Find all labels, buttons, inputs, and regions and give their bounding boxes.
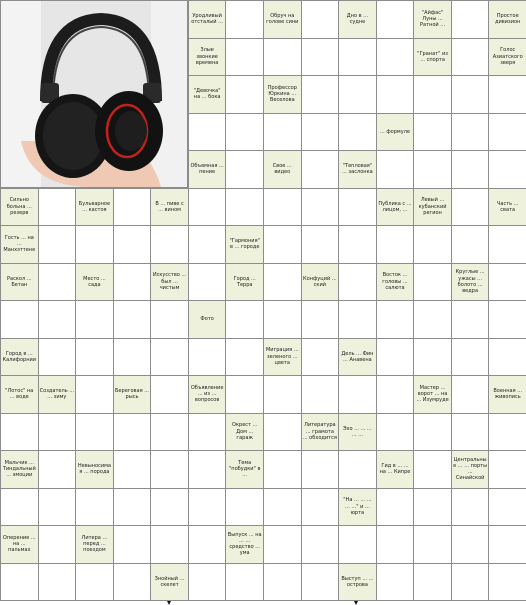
- answer-cell[interactable]: [301, 150, 340, 189]
- answer-cell[interactable]: [488, 450, 526, 489]
- clue-cell: "Гармония" в ... городе: [225, 225, 264, 264]
- answer-cell[interactable]: [488, 225, 526, 264]
- answer-cell[interactable]: [150, 450, 189, 489]
- answer-cell[interactable]: [263, 525, 302, 564]
- answer-cell[interactable]: [488, 563, 526, 602]
- headphones-illustration: [1, 1, 187, 187]
- answer-cell[interactable]: [38, 450, 77, 489]
- answer-cell[interactable]: [188, 225, 227, 264]
- clue-cell: Выступ ... ... острова: [338, 563, 377, 602]
- answer-cell[interactable]: [188, 525, 227, 564]
- answer-cell[interactable]: [488, 75, 526, 114]
- answer-cell[interactable]: [301, 38, 340, 77]
- clue-cell: Объемная ... пение: [188, 150, 227, 189]
- answer-cell[interactable]: [188, 450, 227, 489]
- answer-cell[interactable]: [488, 338, 526, 377]
- clue-cell: Профессор Юркина ... Веселова: [263, 75, 302, 114]
- answer-cell[interactable]: [451, 488, 490, 527]
- answer-cell[interactable]: [488, 525, 526, 564]
- clue-cell: "Айфас" Луны ... Ратной ...: [413, 0, 452, 39]
- answer-cell[interactable]: [263, 563, 302, 602]
- answer-cell[interactable]: [113, 488, 152, 527]
- answer-cell[interactable]: [38, 188, 77, 227]
- clue-cell: Литера ... перед ... поездом: [75, 525, 114, 564]
- answer-cell[interactable]: [75, 375, 114, 414]
- answer-cell[interactable]: [0, 563, 39, 602]
- answer-cell[interactable]: [263, 413, 302, 452]
- answer-cell[interactable]: [301, 338, 340, 377]
- clue-cell: Место ... сада: [75, 263, 114, 302]
- answer-cell[interactable]: [150, 525, 189, 564]
- answer-cell[interactable]: [413, 225, 452, 264]
- answer-cell[interactable]: [75, 338, 114, 377]
- answer-cell[interactable]: [113, 338, 152, 377]
- clue-cell: Город ... Терра: [225, 263, 264, 302]
- answer-cell[interactable]: [413, 263, 452, 302]
- answer-cell[interactable]: [451, 300, 490, 339]
- answer-cell[interactable]: [301, 525, 340, 564]
- answer-cell[interactable]: [0, 300, 39, 339]
- answer-cell[interactable]: [376, 338, 415, 377]
- arrow-down-icon: [354, 601, 358, 605]
- answer-cell[interactable]: [338, 263, 377, 302]
- answer-cell[interactable]: [113, 525, 152, 564]
- clue-cell: Круглые ... ужасы ... болото ... ведра: [451, 263, 490, 302]
- answer-cell[interactable]: [188, 413, 227, 452]
- clue-cell: Выпуск ... на ... ... средство ... ума: [225, 525, 264, 564]
- answer-cell[interactable]: [413, 150, 452, 189]
- answer-cell[interactable]: [451, 225, 490, 264]
- clue-cell: Центральные ... ... порты ... Синайской: [451, 450, 490, 489]
- clue-cell: Бульварное ... кастоя: [75, 188, 114, 227]
- answer-cell[interactable]: [451, 0, 490, 39]
- clue-cell: "Гранат" из ... спорта: [413, 38, 452, 77]
- clue-cell: Злые звонкие времена: [188, 38, 227, 77]
- answer-cell[interactable]: [225, 338, 264, 377]
- answer-cell[interactable]: [338, 75, 377, 114]
- clue-cell: Гид в ... ... на ... Кипре: [376, 450, 415, 489]
- clue-cell: Публика с ... лицом, ...: [376, 188, 415, 227]
- answer-cell[interactable]: [301, 563, 340, 602]
- answer-cell[interactable]: [150, 300, 189, 339]
- clue-cell: Голос Азиатского зверя: [488, 38, 526, 77]
- clue-cell: Литература ... грамота ... обходится: [301, 413, 340, 452]
- clue-cell: Дно в ... судне: [338, 0, 377, 39]
- answer-cell[interactable]: [451, 375, 490, 414]
- answer-cell[interactable]: [113, 563, 152, 602]
- answer-cell[interactable]: [338, 225, 377, 264]
- answer-cell[interactable]: [263, 375, 302, 414]
- clue-cell: Знойный ... скелет: [150, 563, 189, 602]
- answer-cell[interactable]: [113, 263, 152, 302]
- answer-cell[interactable]: [113, 188, 152, 227]
- clue-cell: В ... пиве с ... вином: [150, 188, 189, 227]
- answer-cell[interactable]: [188, 338, 227, 377]
- answer-cell[interactable]: [488, 150, 526, 189]
- answer-cell[interactable]: [263, 300, 302, 339]
- clue-cell: Конфуций ... ский: [301, 263, 340, 302]
- answer-cell[interactable]: [301, 225, 340, 264]
- answer-cell[interactable]: [263, 38, 302, 77]
- answer-cell[interactable]: [301, 188, 340, 227]
- answer-cell[interactable]: [150, 488, 189, 527]
- answer-cell[interactable]: [488, 113, 526, 152]
- clue-cell: Раскол ... Бетан: [0, 263, 39, 302]
- clue-cell: Простое дивизион: [488, 0, 526, 39]
- answer-cell[interactable]: [451, 113, 490, 152]
- answer-cell[interactable]: [413, 413, 452, 452]
- answer-cell[interactable]: [225, 188, 264, 227]
- clue-cell: "На ... ... ... ... ..." и ... юрта: [338, 488, 377, 527]
- clue-cell: Обруч на голове сини: [263, 0, 302, 39]
- answer-cell[interactable]: [188, 263, 227, 302]
- clue-cell: Город в ... Калифорнии: [0, 338, 39, 377]
- arrow-down-icon: [167, 601, 171, 605]
- clue-cell: Миграция ... зеленого ... цвета: [263, 338, 302, 377]
- clue-cell: Мастер ... ворот ... на ... Изумруде: [413, 375, 452, 414]
- answer-cell[interactable]: [225, 38, 264, 77]
- answer-cell[interactable]: [225, 563, 264, 602]
- clue-cell: ... формуле: [376, 113, 415, 152]
- answer-cell[interactable]: [301, 75, 340, 114]
- clue-cell: Дель ... Фин ... Анавена: [338, 338, 377, 377]
- answer-cell[interactable]: [225, 113, 264, 152]
- answer-cell[interactable]: [451, 525, 490, 564]
- clue-cell: Тема "побудки" в ...: [225, 450, 264, 489]
- answer-cell[interactable]: [38, 263, 77, 302]
- answer-cell[interactable]: [75, 488, 114, 527]
- answer-cell[interactable]: [338, 188, 377, 227]
- answer-cell[interactable]: [113, 450, 152, 489]
- answer-cell[interactable]: [376, 563, 415, 602]
- answer-cell[interactable]: [451, 150, 490, 189]
- answer-cell[interactable]: [451, 38, 490, 77]
- answer-cell[interactable]: [263, 113, 302, 152]
- answer-cell[interactable]: [301, 113, 340, 152]
- answer-cell[interactable]: [376, 225, 415, 264]
- clue-cell: Часть ... свата: [488, 188, 526, 227]
- answer-cell[interactable]: [376, 488, 415, 527]
- answer-cell[interactable]: [150, 338, 189, 377]
- answer-cell[interactable]: [338, 300, 377, 339]
- answer-cell[interactable]: [413, 450, 452, 489]
- answer-cell[interactable]: [488, 413, 526, 452]
- answer-cell[interactable]: [263, 225, 302, 264]
- answer-cell[interactable]: [38, 300, 77, 339]
- clue-cell: "Тепловая" ... заслонка: [338, 150, 377, 189]
- answer-cell[interactable]: [301, 488, 340, 527]
- answer-cell[interactable]: [225, 75, 264, 114]
- answer-cell[interactable]: [38, 488, 77, 527]
- answer-cell[interactable]: [263, 450, 302, 489]
- answer-cell[interactable]: [38, 338, 77, 377]
- answer-cell[interactable]: [150, 413, 189, 452]
- answer-cell[interactable]: [113, 225, 152, 264]
- answer-cell[interactable]: [488, 263, 526, 302]
- clue-cell: Оперение ... на ... пальмах: [0, 525, 39, 564]
- answer-cell[interactable]: [376, 75, 415, 114]
- answer-cell[interactable]: [338, 525, 377, 564]
- answer-cell[interactable]: [113, 413, 152, 452]
- answer-cell[interactable]: [488, 300, 526, 339]
- answer-cell[interactable]: [188, 188, 227, 227]
- answer-cell[interactable]: [376, 0, 415, 39]
- clue-cell: "Лотос" на ... воде: [0, 375, 39, 414]
- answer-cell[interactable]: [413, 113, 452, 152]
- clue-cell: Левый ... кубанский регион: [413, 188, 452, 227]
- answer-cell[interactable]: [0, 413, 39, 452]
- clue-cell: Фото: [188, 300, 227, 339]
- answer-cell[interactable]: [150, 375, 189, 414]
- answer-cell[interactable]: [376, 38, 415, 77]
- answer-cell[interactable]: [413, 488, 452, 527]
- answer-cell[interactable]: [376, 150, 415, 189]
- answer-cell[interactable]: [301, 375, 340, 414]
- clue-cell: Объявление ... из ... вопросов: [188, 375, 227, 414]
- clue-cell: Гость ... на ... Манхэттене: [0, 225, 39, 264]
- answer-cell[interactable]: [0, 488, 39, 527]
- answer-cell[interactable]: [301, 450, 340, 489]
- answer-cell[interactable]: [376, 300, 415, 339]
- answer-cell[interactable]: [376, 413, 415, 452]
- answer-cell[interactable]: [188, 113, 227, 152]
- answer-cell[interactable]: [451, 188, 490, 227]
- answer-cell[interactable]: [451, 75, 490, 114]
- answer-cell[interactable]: [413, 300, 452, 339]
- clue-cell: Береговая ... рысь: [113, 375, 152, 414]
- clue-cell: Невыносимая ... порода: [75, 450, 114, 489]
- answer-cell[interactable]: [225, 375, 264, 414]
- clue-cell: Военная ... живопись: [488, 375, 526, 414]
- answer-cell[interactable]: [75, 300, 114, 339]
- answer-cell[interactable]: [338, 113, 377, 152]
- answer-cell[interactable]: [38, 563, 77, 602]
- answer-cell[interactable]: [263, 263, 302, 302]
- answer-cell[interactable]: [263, 488, 302, 527]
- answer-cell[interactable]: [413, 338, 452, 377]
- clue-cell: Создатель ... ... зиму: [38, 375, 77, 414]
- answer-cell[interactable]: [38, 225, 77, 264]
- answer-cell[interactable]: [413, 525, 452, 564]
- answer-cell[interactable]: [376, 525, 415, 564]
- answer-cell[interactable]: [150, 225, 189, 264]
- answer-cell[interactable]: [225, 0, 264, 39]
- answer-cell[interactable]: [413, 75, 452, 114]
- answer-cell[interactable]: [338, 38, 377, 77]
- headphones-photo: [0, 0, 188, 188]
- clue-cell: Окрест ... Дом ... гараж: [225, 413, 264, 452]
- clue-cell: Уродливый отсталый ...: [188, 0, 227, 39]
- clue-cell: Восток ... головы ... салюта: [376, 263, 415, 302]
- answer-cell[interactable]: [301, 0, 340, 39]
- answer-cell[interactable]: [225, 300, 264, 339]
- answer-cell[interactable]: [75, 413, 114, 452]
- answer-cell[interactable]: [75, 563, 114, 602]
- clue-cell: Эхо ... ... ... ... ...: [338, 413, 377, 452]
- answer-cell[interactable]: [338, 375, 377, 414]
- answer-cell[interactable]: [413, 563, 452, 602]
- clue-cell: Свое ... видео: [263, 150, 302, 189]
- answer-cell[interactable]: [451, 338, 490, 377]
- answer-cell[interactable]: [38, 525, 77, 564]
- answer-cell[interactable]: [376, 375, 415, 414]
- answer-cell[interactable]: [38, 413, 77, 452]
- clue-cell: "Девочка" на ... бока: [188, 75, 227, 114]
- answer-cell[interactable]: [188, 488, 227, 527]
- answer-cell[interactable]: [225, 488, 264, 527]
- answer-cell[interactable]: [113, 300, 152, 339]
- answer-cell[interactable]: [225, 150, 264, 189]
- answer-cell[interactable]: [188, 563, 227, 602]
- answer-cell[interactable]: [338, 450, 377, 489]
- answer-cell[interactable]: [451, 413, 490, 452]
- answer-cell[interactable]: [263, 188, 302, 227]
- answer-cell[interactable]: [75, 225, 114, 264]
- answer-cell[interactable]: [488, 488, 526, 527]
- clue-cell: Мальчик ... Тиндальный ... эмоции: [0, 450, 39, 489]
- answer-cell[interactable]: [451, 563, 490, 602]
- clue-cell: Сильно больна ... резерв: [0, 188, 39, 227]
- answer-cell[interactable]: [301, 300, 340, 339]
- clue-cell: Искусство ... был ... чистым: [150, 263, 189, 302]
